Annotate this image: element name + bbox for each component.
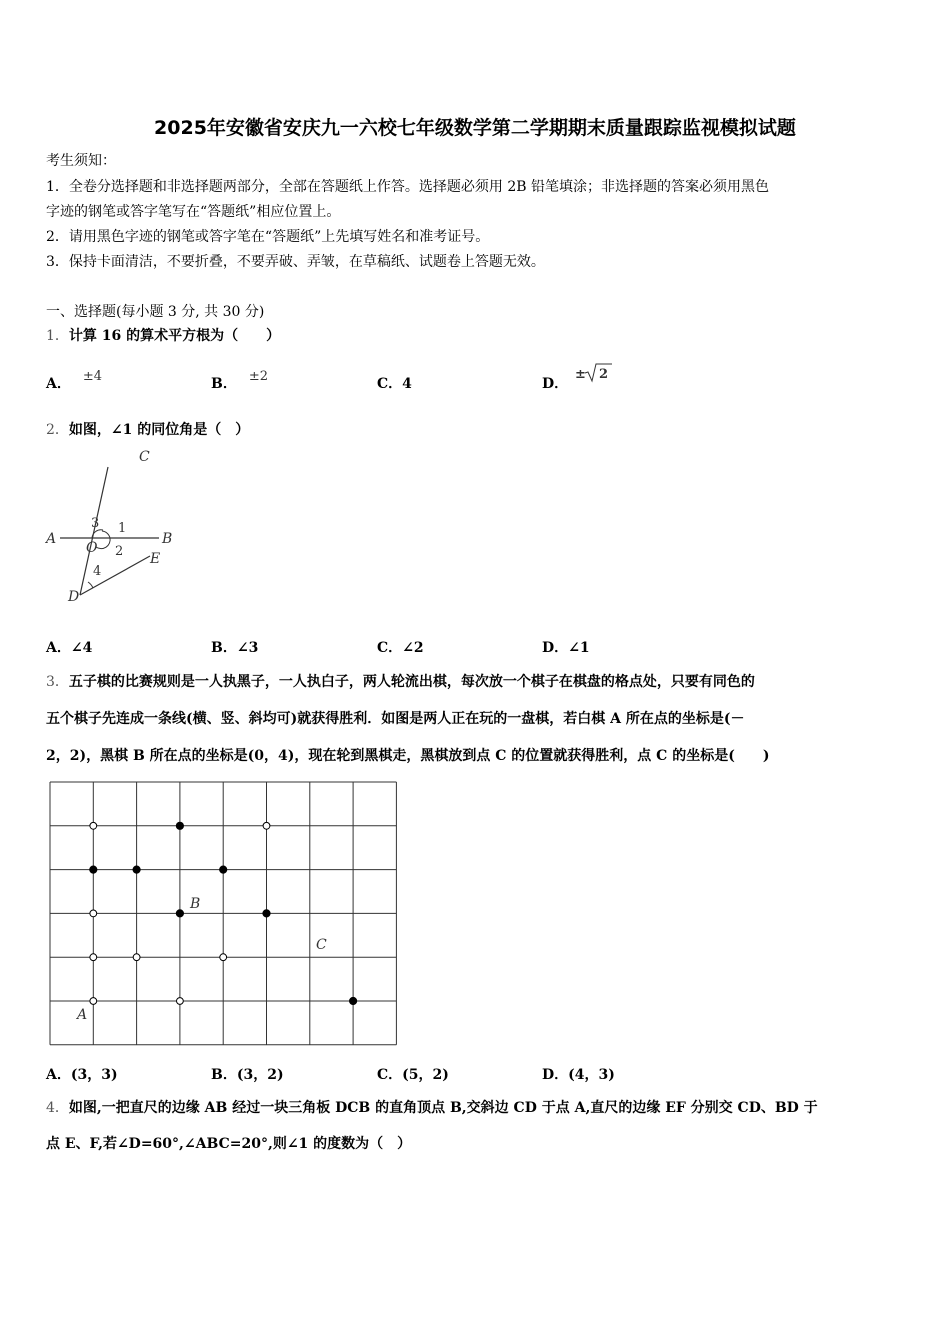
question-stem: 如图，∠1 的同位角是（ ） <box>68 422 250 438</box>
q3-option-a <box>46 1064 118 1084</box>
q1-option-a <box>46 369 103 393</box>
notice-item-1-line-2: 字迹的钢笔或答字笔写在“答题纸”相应位置上。 <box>46 204 341 220</box>
black-stone <box>350 997 357 1004</box>
option-value: ±2 <box>248 369 269 384</box>
q3-option-b <box>211 1064 284 1084</box>
notice-item-3: 3．保持卡面清洁，不要折叠，不要弄破、弄皱，在草稿纸、试题卷上答题无效。 <box>46 254 545 270</box>
label-b: B <box>162 531 173 547</box>
option-label: C． <box>377 640 403 656</box>
q2-option-c <box>377 637 424 657</box>
notice-item-1-line-1: 1．全卷分选择题和非选择题两部分，全部在答题纸上作答。选择题必须用 2B 铅笔填涂；非选择题的答案必须用黑色 <box>46 179 769 195</box>
question-number: 4． <box>46 1100 69 1116</box>
angle-4-arc <box>88 582 93 588</box>
option-label: A． <box>46 1067 71 1083</box>
option-label: D． <box>542 376 569 392</box>
question-1 <box>46 326 280 346</box>
option-label: D． <box>542 1067 569 1083</box>
line-de <box>80 556 150 595</box>
option-value: ∠2 <box>402 640 424 656</box>
angle-2-arc <box>96 538 110 549</box>
black-stone <box>263 910 270 917</box>
white-stone <box>90 910 97 917</box>
page-title: 2025年安徽省安庆九一六校七年级数学第二学期期末质量跟踪监视模拟试题 <box>154 117 796 139</box>
white-stone <box>90 822 97 829</box>
q3-option-d <box>542 1064 615 1084</box>
notice-heading: 考生须知： <box>46 153 116 169</box>
notice-item-2: 2．请用黑色字迹的钢笔或答字笔在“答题纸”上先填写姓名和准考证号。 <box>46 229 490 245</box>
q3-option-c <box>377 1064 449 1084</box>
option-value: (3，2) <box>236 1067 284 1083</box>
angle-4-label: 4 <box>93 564 102 579</box>
q2-angle-figure <box>40 444 190 609</box>
black-stone <box>90 866 97 873</box>
question-stem: 计算 16 的算术平方根为（ ） <box>68 328 281 344</box>
white-stone <box>177 998 184 1005</box>
radicand: 2 <box>599 367 609 382</box>
q1-option-b <box>211 369 269 393</box>
question-text: 如图,一把直尺的边缘 AB 经过一块三角板 DCB 的直角顶点 B,交斜边 CD 于点 A,直尺的边缘 EF 分别交 CD、BD 于 <box>68 1100 818 1116</box>
option-value: ∠4 <box>70 640 93 656</box>
option-value: (4，3) <box>568 1067 615 1083</box>
label-a: A <box>46 531 57 547</box>
white-stone <box>133 954 140 961</box>
label-o: O <box>86 540 98 556</box>
q2-option-a <box>46 637 92 657</box>
question-text: 五子棋的比赛规则是一人执黑子，一人执白子，两人轮流出棋，每次放一个棋子在棋盘的格点处，只要有同色的 <box>68 674 755 690</box>
q2-option-b <box>211 637 258 657</box>
question-number: 2． <box>46 422 69 438</box>
board-grid <box>50 782 396 1045</box>
question-3-line-2: 五个棋子先连成一条线(横、竖、斜均可)就获得胜利．如图是两人正在玩的一盘棋，若白棋 A 所在点的坐标是(－ <box>46 711 745 727</box>
option-label: A． <box>46 376 71 392</box>
question-number: 3． <box>46 674 69 690</box>
option-label: B． <box>211 1067 237 1083</box>
question-4-line-2: 点 E、F,若∠D=60°,∠ABC=20°,则∠1 的度数为（ ） <box>46 1136 412 1152</box>
option-value: (3，3) <box>70 1067 118 1083</box>
question-3-line-1 <box>46 672 755 692</box>
white-stone <box>90 998 97 1005</box>
label-e: E <box>150 551 161 567</box>
white-stone <box>220 954 227 961</box>
angle-1-arc <box>102 531 110 538</box>
option-value: ∠1 <box>568 640 590 656</box>
angle-3-label: 3 <box>91 516 100 531</box>
option-label: B． <box>211 376 237 392</box>
black-stone <box>133 866 140 873</box>
option-label: B． <box>211 640 237 656</box>
option-value: 4 <box>402 376 412 392</box>
angle-1-label: 1 <box>118 521 127 536</box>
label-c: C <box>139 449 150 465</box>
option-value: ±4 <box>82 369 103 384</box>
question-4-line-1 <box>46 1098 818 1118</box>
gomoku-board <box>48 780 400 1048</box>
white-stone <box>263 822 270 829</box>
question-3-line-3: 2，2)，黑棋 B 所在点的坐标是(0，4)，现在轮到黑棋走，黑棋放到点 C 的位置就获得胜利，点 C 的坐标是( ) <box>46 748 770 764</box>
option-label: A． <box>46 640 71 656</box>
black-stone <box>176 910 183 917</box>
option-value: (5，2) <box>402 1067 449 1083</box>
question-2 <box>46 420 249 440</box>
section-heading: 一、选择题(每小题 3 分, 共 30 分) <box>46 304 265 320</box>
q2-option-d <box>542 637 590 657</box>
point-b-label: B <box>190 896 201 912</box>
option-label: C． <box>377 1067 403 1083</box>
option-label: C． <box>377 376 403 392</box>
q1-option-c <box>377 373 412 393</box>
point-c-label: C <box>316 937 327 953</box>
question-number: 1． <box>46 328 69 344</box>
option-value: ∠3 <box>236 640 259 656</box>
plus-minus: ± <box>575 367 586 382</box>
sqrt-expression <box>574 361 614 385</box>
option-label: D． <box>542 640 569 656</box>
q1-option-d <box>542 367 609 393</box>
black-stone <box>176 822 183 829</box>
label-d: D <box>68 589 80 605</box>
angle-2-label: 2 <box>115 544 124 559</box>
white-stone <box>90 954 97 961</box>
point-a-label: A <box>77 1007 88 1023</box>
black-stone <box>220 866 227 873</box>
